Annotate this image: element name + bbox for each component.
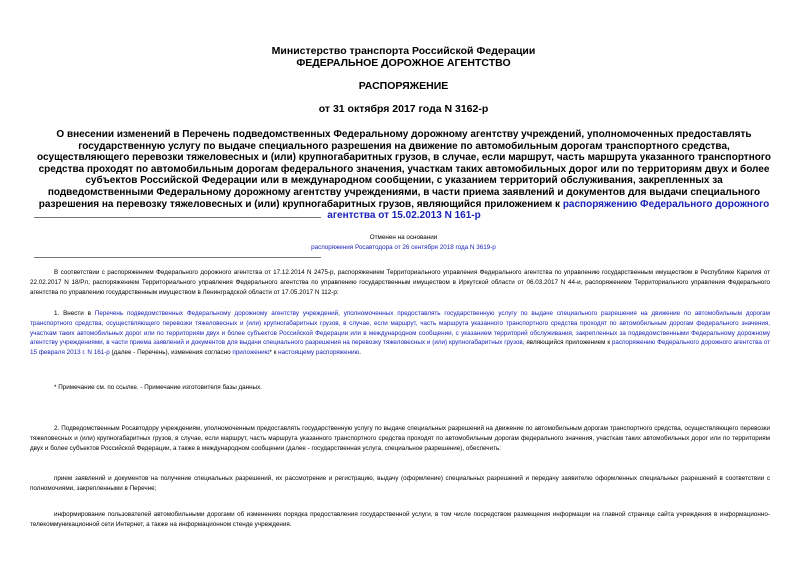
paragraph-2 bbox=[30, 424, 770, 453]
title-text: О внесении изменений в Перечень подведомственных Федеральному дорожному агентству учреждений, уполномоченных предоставлять государственную услугу по выдаче специального разрешения на движение по автомобильным дорогам транспортного средства, осуществляющего перевозки тяжеловесных и (или) крупногабаритных грузов, в случае, если маршрут, часть маршрута указанного транспортного средства проходят по автомобильным дорогам федерального значения, участкам таких автомобильных дорог или по территориям двух и более субъектов Российской Федерации или в международном сообщении, с указанием территорий обслуживания, закрепленных за подведомственными Федеральному дорожному агентству учреждениями, в части приема заявлений и документов для выдачи специального разрешения на перевозку тяжеловесных и (или) крупногабаритных грузов, являющийся приложением к bbox=[37, 129, 771, 210]
document-date: от 31 октября 2017 года N 3162-р bbox=[318, 103, 489, 115]
paragraph-1-start: 1. Внести в bbox=[54, 310, 95, 317]
ministry-name: Министерство транспорта Российской Федерации bbox=[271, 45, 536, 57]
list-link[interactable]: Перечень подведомственных Федеральному дорожному агентству учреждений, уполномоченных предоставлять государственную услугу по выдаче специального разрешения на движение по автомобильным дорогам транспортного средства, осуществляющего перевозки тяжеловесных и (или) крупногабаритных грузов, в случае, если маршрут, часть маршрута указанного транспортного средства проходят по автомобильным дорогам федерального значения, участкам таких автомобильных дорог или по территориям двух и более субъектов Российской Федерации или в международном сообщении, с указанием территорий обслуживания, закрепленных за подведомственными Федеральному дорожному агентству учреждениями, в части приема заявлений и документов для выдачи специального разрешения на перевозку тяжеловесных и (или) крупногабаритных грузов bbox=[30, 310, 771, 347]
paragraph-basis bbox=[30, 268, 770, 297]
cancellation-link[interactable]: распоряжения Росавтодора от 26 сентября 2018 года N 3619-р bbox=[311, 244, 496, 251]
document-title bbox=[32, 129, 776, 222]
agency-name: ФЕДЕРАЛЬНОЕ ДОРОЖНОЕ АГЕНТСТВО bbox=[296, 57, 511, 69]
document-type: РАСПОРЯЖЕНИЕ bbox=[358, 80, 449, 92]
paragraph-1-end2: . bbox=[359, 349, 361, 357]
cancellation-label: Отменен на основании bbox=[369, 234, 438, 241]
paragraph-2-item-1 bbox=[30, 474, 770, 494]
cancellation-line bbox=[0, 243, 807, 253]
paragraph-basis-text: В соответствии с распоряжением Федерального дорожного агентства от 17.12.2014 N 2475-р, распоряжением Территориального управления Федерального агентства по управлению государственным имуществом в Республике Карелия от 22.02.2017 N 18/Рл, распоряжением Территориального управления Федерального агентства по управлению государственным имуществом в Иркутской области от 06.03.2017 N 44-и, распоряжением Территориального управления Федерального агентства по управлению государственным имуществом в Ленинградской области от 17.05.2017 N 112-р: bbox=[30, 269, 770, 296]
footnote: * Примечание см. по ссылке. - Примечание изготовителя базы данных. bbox=[54, 384, 263, 391]
title-reference-link[interactable]: распоряжению Федерального дорожного агентства от 15.02.2013 N 161-р bbox=[327, 198, 770, 222]
paragraph-2-item-2-text: информирование пользователей автомобильными дорогами об изменениях порядка предоставления государственной услуги, в том числе посредством размещения информации на главной странице сайта учреждения в информационно-телекоммуникационной сети Интернет, а также на информационном стенде учреждения. bbox=[30, 511, 770, 528]
paragraph-2-item-1-text: прием заявлений и документов на получение специальных разрешений, их рассмотрение и регистрацию, выдачу (оформление) специальных разрешений и передачу заявителю оформленных специальных разрешений в соответствии с полномочиями, закрепленными в Перечне; bbox=[30, 475, 770, 492]
paragraph-1-mid2: (далее - Перечень), изменения согласно bbox=[109, 349, 233, 357]
divider-bottom bbox=[34, 257, 321, 258]
divider-top bbox=[34, 217, 321, 218]
paragraph-1-end1: * к bbox=[269, 349, 279, 357]
paragraph-1 bbox=[30, 309, 770, 358]
order-link[interactable]: распоряжению Федерального дорожного агентства от 15 февраля 2013 г. N 161-р bbox=[30, 339, 770, 357]
paragraph-1-mid1: , являющийся приложением к bbox=[522, 339, 612, 347]
paragraph-2-text: 2. Подведомственным Росавтодору учреждениям, уполномоченным предоставлять государственную услугу по выдаче специальных разрешений на движение по автомобильным дорогам транспортного средства, осуществляющего перевозки тяжеловесных и (или) крупногабаритных грузов, в случае, если маршрут, часть маршрута указанного транспортного средства проходят по автомобильным дорогам федерального значения, участкам таких автомобильных дорог или по территориям двух и более субъектов Российской Федерации, а также в международном сообщении (далее - государственная услуга, специальное разрешение), обеспечить: bbox=[30, 425, 770, 452]
this-order-link[interactable]: настоящему распоряжению bbox=[278, 349, 360, 357]
paragraph-2-item-2 bbox=[30, 510, 770, 530]
appendix-link[interactable]: приложению bbox=[232, 349, 270, 357]
